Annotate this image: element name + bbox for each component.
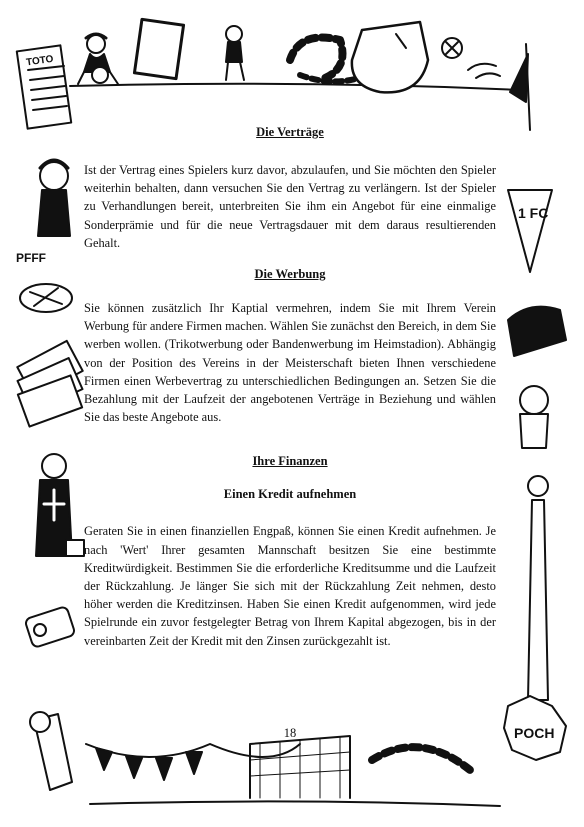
poch-label: POCH [514,725,555,741]
toto-label: TOTO [25,53,55,69]
air-horn-icon [30,712,72,790]
section-title-advertising: Die Werbung [254,267,326,282]
advertising-paragraph: Sie können zusätzlich Ihr Kaptial vermehren, indem Sie mit Ihrem Verein Werbung für andere Firmen machen. Wählen Sie zunächst den Bereich, in dem Sie werben wollen. (Trikotwerbung oder Bandenwerbung im Heimstadion). Abhängig von der Position des Vereins in der Meisterschaft bieten Ihnen verschiedene Firmen einen Werbevertrag zu unterschiedlichen Bedingungen an. Setzen Sie die Bezahlung mit der Laufzeit der angebotenen Verträge in Beziehung und wählen Sie das beste Angebote aus. [84,301,496,425]
nurse-icon [36,454,84,556]
contracts-paragraph: Ist der Vertrag eines Spielers kurz davor, abzulaufen, und Sie möchten den Spieler weiterhin behalten, dann versuchen Sie den Vertrag zu verlängern. Ist der Spieler zu Verhandlungen bereit, unterbreiten Sie ihm ein Angebot für eine einmalige Sonderprämie und für die neue Vertragsdauer mit dem daraus resultierenden Gehalt. [84,163,496,250]
content-area [84,120,496,650]
corner-flag-icon [510,44,530,130]
football-boot-icon [508,307,566,356]
grumpy-player-icon [38,160,70,236]
toto-sign-icon [17,45,71,128]
small-player-icon [226,26,244,80]
pennant-label: 1 FC [518,205,549,221]
top-ground-line [70,84,520,90]
section-title-finances: Ihre Finanzen [252,454,328,469]
section-title-contracts: Die Verträge [256,125,324,139]
whistle-icon [352,22,428,92]
sitting-player-icon [78,34,118,84]
poch-burst-icon [504,696,566,760]
kicked-ball-icon [442,38,500,78]
cheering-fan-icon [520,386,548,448]
page-number: 18 [283,726,297,740]
pfff-label: PFFF [16,251,46,265]
fc-pennant-icon [508,190,552,272]
tall-player-icon [528,476,548,700]
deflated-ball-icon [20,284,72,312]
finances-paragraph: Geraten Sie in einen finanziellen Engpaß, können Sie einen Kredit aufnehmen. Je nach 'Wert' Ihrer gesamten Mannschaft besitzen Sie eine bestimmte Kreditwürdigkeit. Bestimmen Sie die erforderliche Kreditsumme und die Laufzeit der Rückzahlung. Je länger Sie sich mit der Rückzahlung Zeit nehmen, desto höher werden die Kreditzinsen. Haben Sie einen Kredit aufgenommen, wird jede Spielrunde ein zuvor festgelegter Betrag von Ihrem Kapital abgezogen, bis in der vereinbarten Zeit der Kredit mit den Zinsen zurückgezahlt ist. [84,524,496,648]
referee-card-icon [134,19,183,78]
subsection-title-credit: Einen Kredit aufnehmen [223,487,357,502]
bottom-ground-line [90,801,500,806]
goal-icon [250,736,350,798]
money-stack-icon [17,341,82,427]
radio-icon [24,606,75,648]
bottom-scarf-icon [372,747,470,770]
